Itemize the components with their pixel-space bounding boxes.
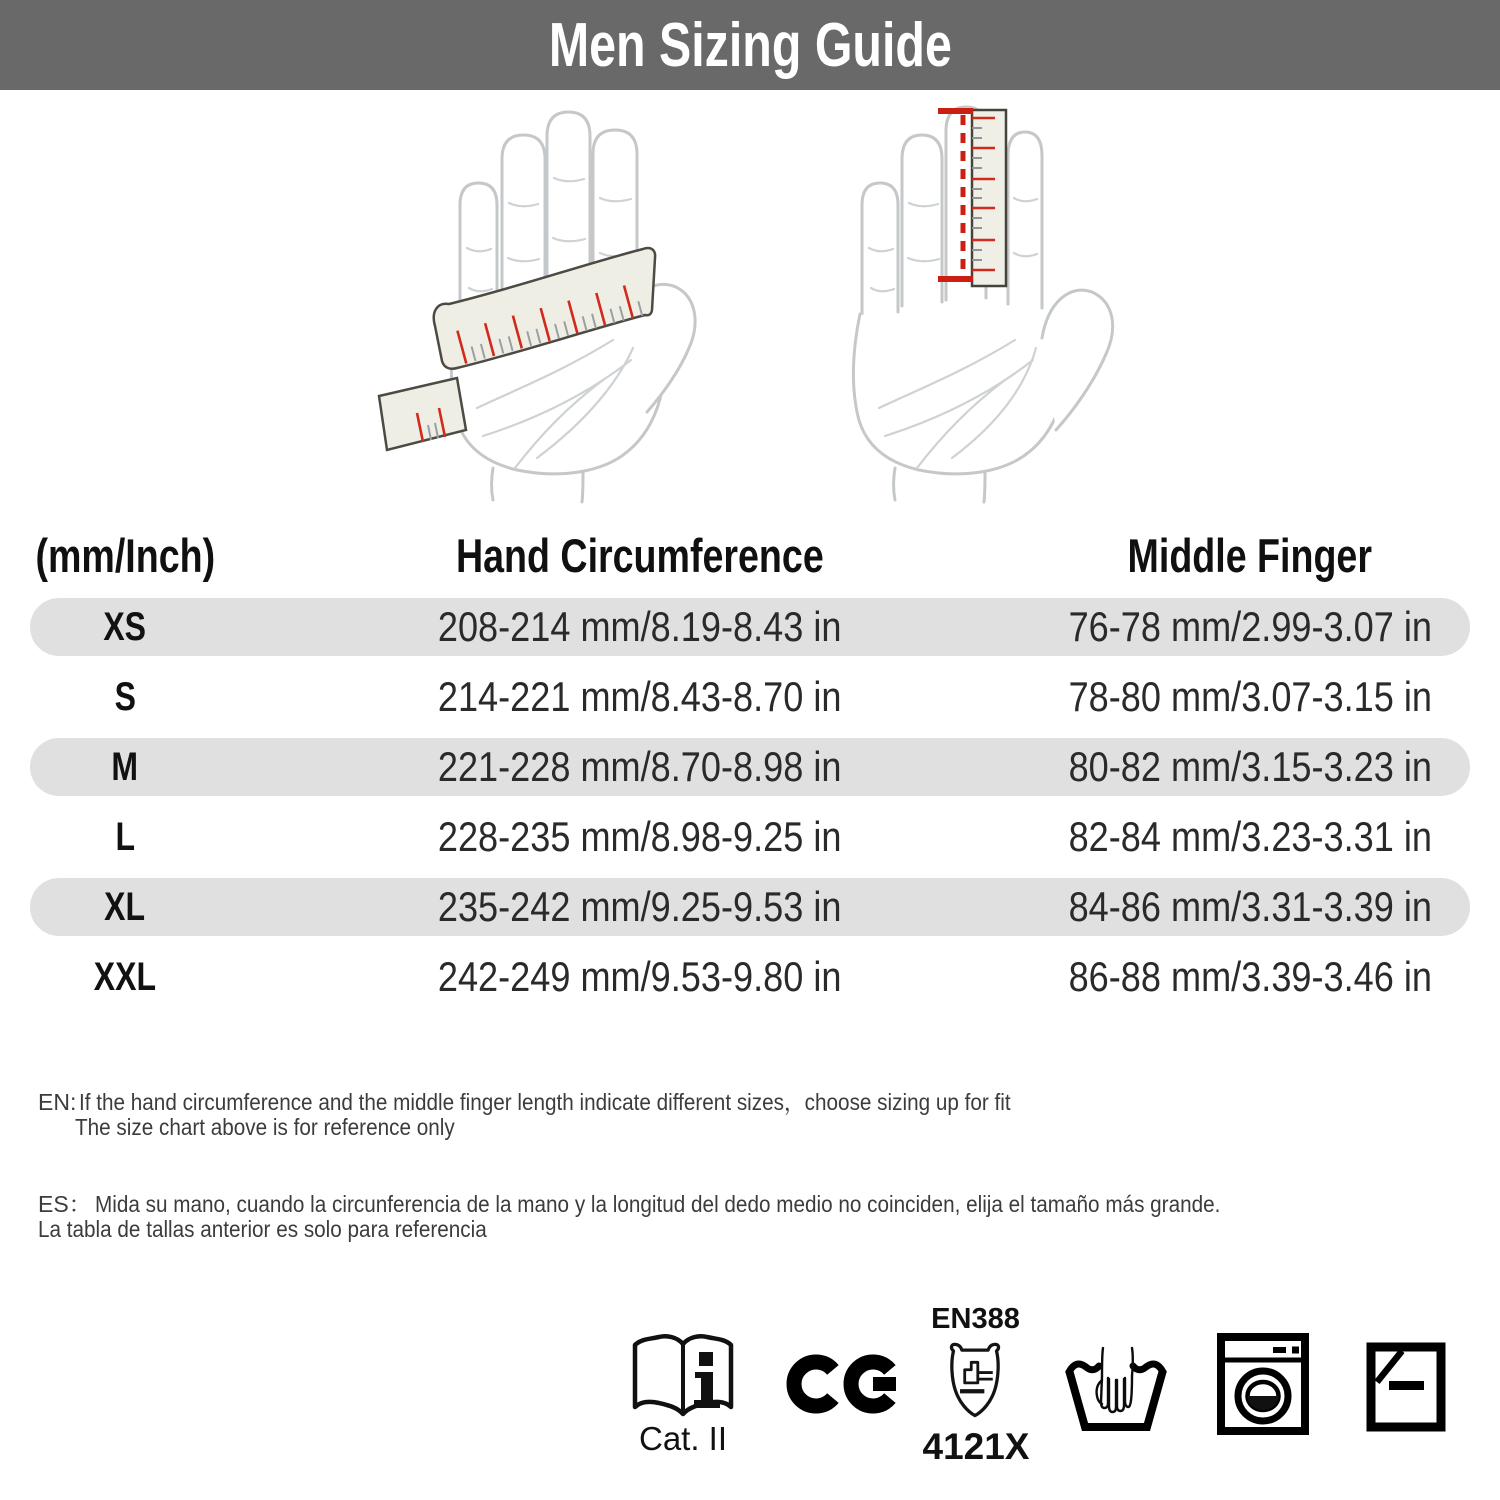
middle-finger-illustration (850, 98, 1150, 508)
hand-with-ruler-icon (850, 98, 1150, 508)
en388-rating-label: 4121X (922, 1426, 1030, 1467)
size-row-l (30, 802, 1470, 872)
note-es (38, 1192, 1345, 1242)
dry-flat-in-shade-icon (1366, 1342, 1446, 1437)
hand-circumference-cell: 242-249 mm/9.53-9.80 in (438, 953, 842, 1000)
middle-finger-cell: 86-88 mm/3.39-3.46 in (1068, 953, 1432, 1000)
ruler-icon (972, 110, 1006, 286)
middle-finger-cell: 82-84 mm/3.23-3.31 in (1068, 813, 1432, 860)
note-en-label: EN: (38, 1089, 77, 1115)
washing-machine-icon (1217, 1333, 1309, 1440)
note-en-line2: The size chart above is for reference only (75, 1114, 455, 1140)
hand-with-tape-icon (365, 98, 725, 508)
size-label-cell: XL (104, 884, 146, 929)
size-label-cell: M (111, 744, 139, 789)
size-row-m (30, 732, 1470, 802)
size-row-xxl (30, 942, 1470, 1012)
hand-wash-icon (1062, 1346, 1170, 1445)
hand-circumference-cell: 228-235 mm/8.98-9.25 in (438, 813, 842, 860)
hand-circumference-header-cell: Hand Circumference (456, 528, 824, 582)
size-label-cell: XS (103, 604, 147, 649)
note-en-line1: If the hand circumference and the middle finger length indicate different sizes，choose sizing up for fit (79, 1089, 1011, 1115)
header-bar (0, 0, 1500, 90)
tape-tail (379, 378, 466, 450)
size-row-s (30, 662, 1470, 732)
size-table-header (30, 518, 1470, 592)
middle-finger-cell: 76-78 mm/2.99-3.07 in (1068, 603, 1432, 650)
size-label-cell: S (114, 674, 136, 719)
middle-finger-cell: 84-86 mm/3.31-3.39 in (1068, 883, 1432, 930)
note-es-label: ES： (38, 1191, 92, 1217)
hand-circumference-cell: 208-214 mm/8.19-8.43 in (438, 603, 842, 650)
instruction-manual-icon (627, 1330, 739, 1431)
middle-finger-header-cell: Middle Finger (1127, 528, 1373, 582)
note-es-line1: Mida su mano, cuando la circunferencia de la mano y la longitud del dedo medio no coinciden, elija el tamaño más grande. (94, 1191, 1221, 1217)
hand-circumference-illustration (365, 98, 725, 508)
size-row-xl (30, 872, 1470, 942)
hand-circumference-cell: 235-242 mm/9.25-9.53 in (438, 883, 842, 930)
unit-header-cell: (mm/Inch) (35, 528, 215, 582)
hand-circumference-cell: 221-228 mm/8.70-8.98 in (438, 743, 842, 790)
en388-standard-label: EN388 (931, 1303, 1020, 1335)
cat-ii-label: Cat. II (638, 1420, 728, 1457)
note-en (38, 1090, 1115, 1140)
size-label-cell: XXL (93, 954, 157, 999)
hand-circumference-cell: 214-221 mm/8.43-8.70 in (438, 673, 842, 720)
size-row-xs (30, 592, 1470, 662)
page-title: Men Sizing Guide (548, 10, 952, 80)
middle-finger-cell: 78-80 mm/3.07-3.15 in (1068, 673, 1432, 720)
middle-finger-cell: 80-82 mm/3.15-3.23 in (1068, 743, 1432, 790)
size-label-cell: L (115, 814, 135, 859)
en388-shield-icon (946, 1340, 1004, 1427)
ce-mark-icon (786, 1340, 903, 1433)
note-es-line2: La tabla de tallas anterior es solo para referencia (38, 1216, 487, 1242)
